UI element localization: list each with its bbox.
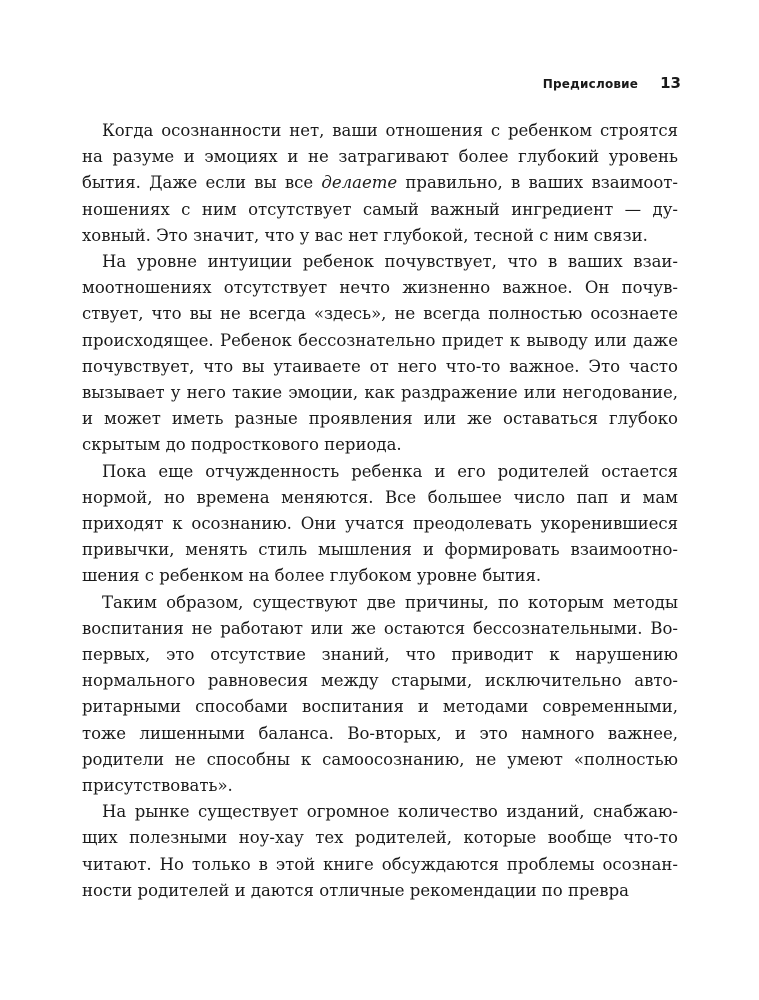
paragraph: На уровне интуиции ребенок почувствует, что в ваших взаимоотношениях отсутствует нечто жизненно важное. Он почувствует, что вы не всегда «здесь», не всегда полностью осознаете происходящее. Ребенок бессознательно придет к выводу или даже почувствует, что вы утаиваете от него что-то важное. Это часто вызывает у него такие эмоции, как раздражение или негодование, и может иметь разные проявления или же оставаться глубоко скрытым до подросткового периода. <box>82 252 678 455</box>
paragraph <box>82 118 678 249</box>
section-title: Предисловие <box>542 77 639 91</box>
body-text <box>82 118 678 904</box>
page-number: 13 <box>660 74 681 92</box>
paragraph: На рынке существует огромное количество изданий, снабжающих полезными ноу-хау тех родителей, которые вообще что-то читают. Но только в этой книге обсуждаются проблемы осознанности родителей и даются отличные рекомендации по превра <box>82 802 678 900</box>
paragraph: Таким образом, существуют две причины, по которым методы воспитания не работают или же остаются бессознательными. Во-первых, это отсутствие знаний, что приводит к нарушению нормального равновесия между старыми, исключительно авторитарными способами воспитания и методами современными, тоже лишенными баланса. Во-вторых, и это намного важнее, родители не способны к самоосознанию, не умеют «полностью присутствовать». <box>82 592 678 796</box>
paragraph-text: Когда осознанности нет, ваши отношения с ребенком строятся на разуме и эмоциях и не затрагивают более глубокий уровень бытия. Даже если вы все <box>82 121 678 193</box>
paragraph-text: правильно, в ваших взаимоотношениях с ним отсутствует самый важный ингредиент — духовный. Это значит, что у вас нет глубокой, тесной с ним связи. <box>82 173 678 245</box>
emphasized-word: делаете <box>321 173 398 193</box>
paragraph: Пока еще отчужденность ребенка и его родителей остается нормой, но времена меняются. Все большее число пап и мам приходят к осознанию. Они учатся преодолевать укоренившиеся привычки, менять стиль мышления и формировать взаимоотношения с ребенком на более глубоком уровне бытия. <box>82 461 678 586</box>
running-head <box>543 74 681 92</box>
